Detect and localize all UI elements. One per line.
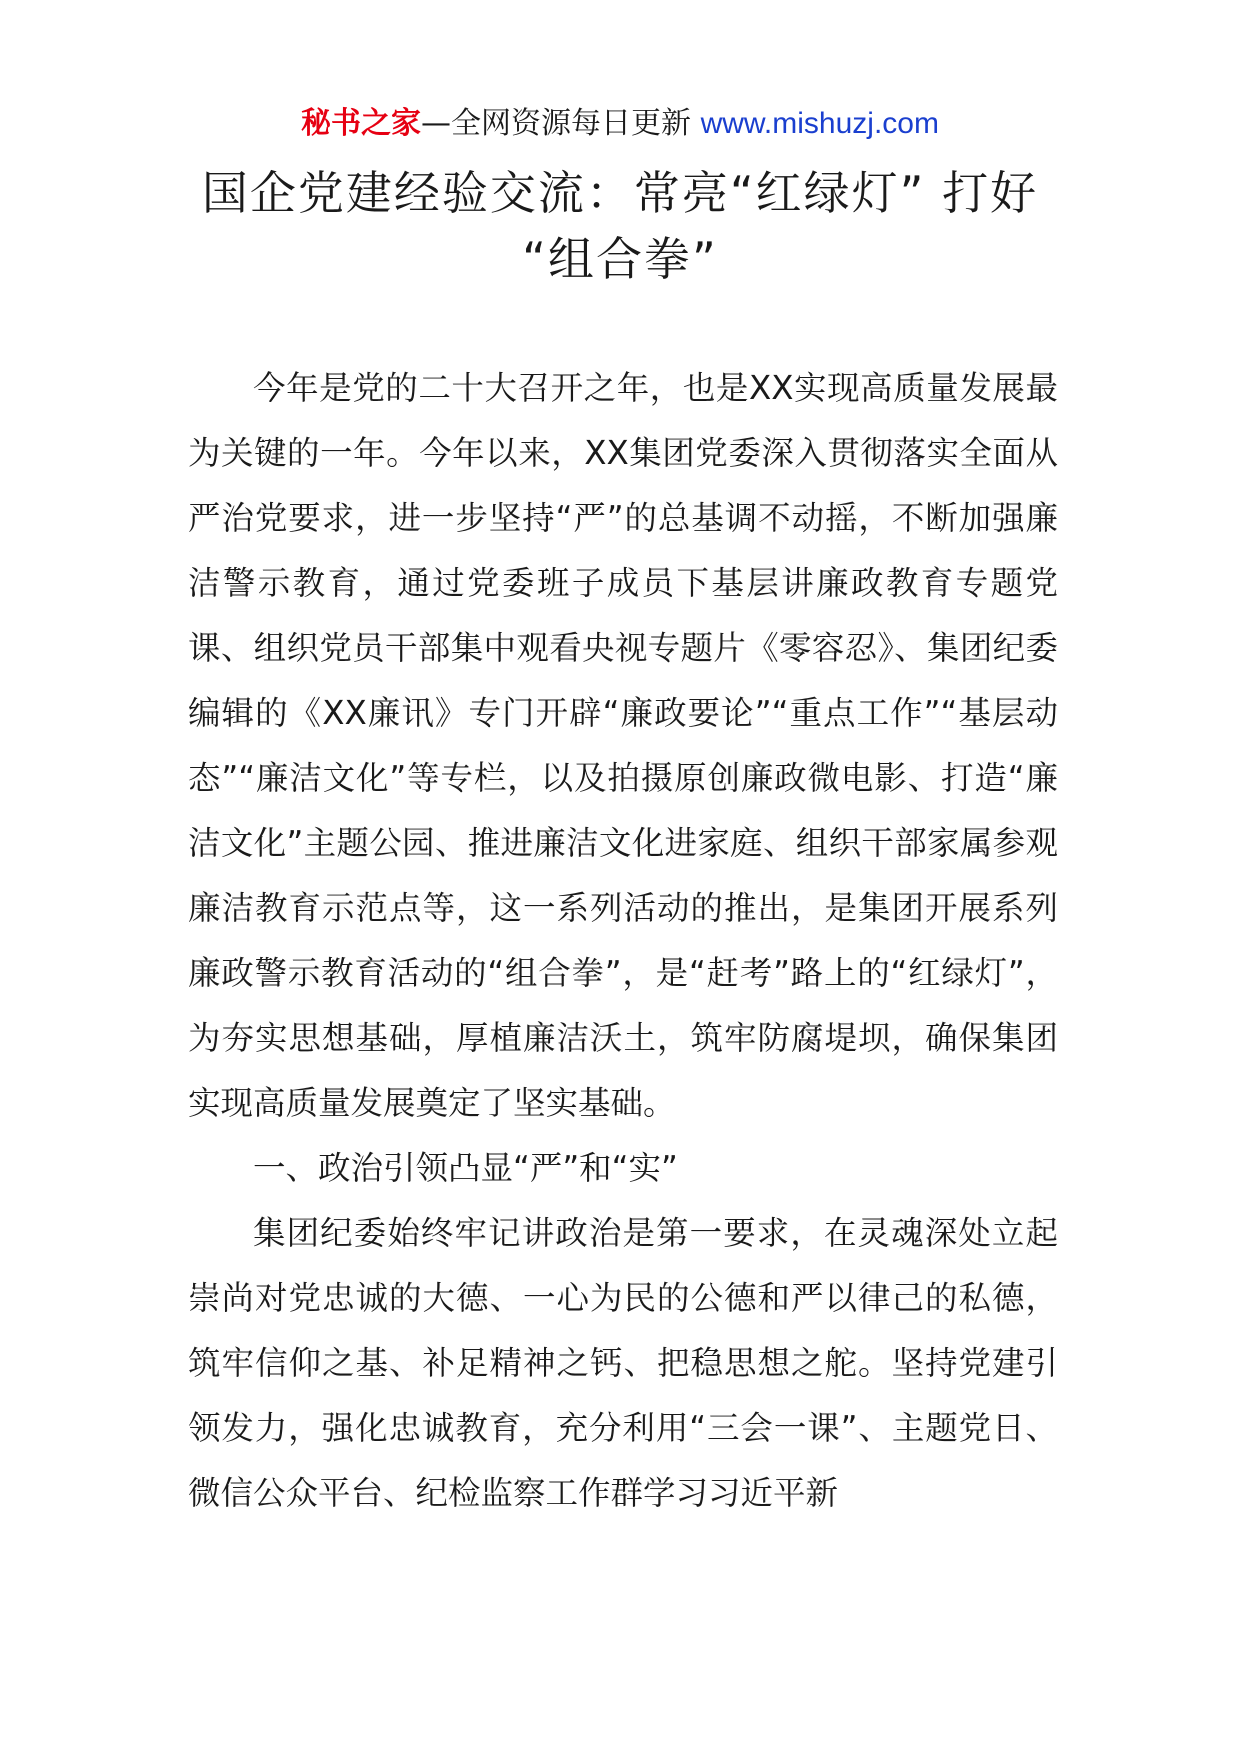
site-tagline: —全网资源每日更新 [421,106,692,141]
site-header [0,100,1240,148]
section-heading-1: 一、政治引领凸显“严”和“实” [253,1149,678,1187]
title-line-1: 国企党建经验交流：常亮“红绿灯” 打好 [201,166,1039,220]
body-paragraph-2: 集团纪委始终牢记讲政治是第一要求，在灵魂深处立起崇尚对党忠诚的大德、一心为民的公德和严以律己的私德，筑牢信仰之基、补足精神之钙、把稳思想之舵。坚持党建引领发力，强化忠诚教育，充分利用“三会一课”、主题党日、微信公众平台、纪检监察工作群学习习近平新 [188,1214,1058,1512]
site-brand: 秘书之家 [301,106,422,141]
site-url-link[interactable]: www.mishuzj.com [700,107,939,140]
document-title [180,160,1060,292]
title-line-2: “组合拳” [522,232,718,286]
document-body [188,356,1058,1526]
body-paragraph-1: 今年是党的二十大召开之年，也是XX实现高质量发展最为关键的一年。今年以来，XX集团党委深入贯彻落实全面从严治党要求，进一步坚持“严”的总基调不动摇，不断加强廉洁警示教育，通过党委班子成员下基层讲廉政教育专题党课、组织党员干部集中观看央视专题片《零容忍》、集团纪委编辑的《XX廉讯》专门开辟“廉政要论”“重点工作”“基层动态”“廉洁文化”等专栏，以及拍摄原创廉政微电影、打造“廉洁文化”主题公园、推进廉洁文化进家庭、组织干部家属参观廉洁教育示范点等，这一系列活动的推出，是集团开展系列廉政警示教育活动的“组合拳”，是“赶考”路上的“红绿灯”，为夯实思想基础，厚植廉洁沃土，筑牢防腐堤坝，确保集团实现高质量发展奠定了坚实基础。 [188,369,1058,1122]
